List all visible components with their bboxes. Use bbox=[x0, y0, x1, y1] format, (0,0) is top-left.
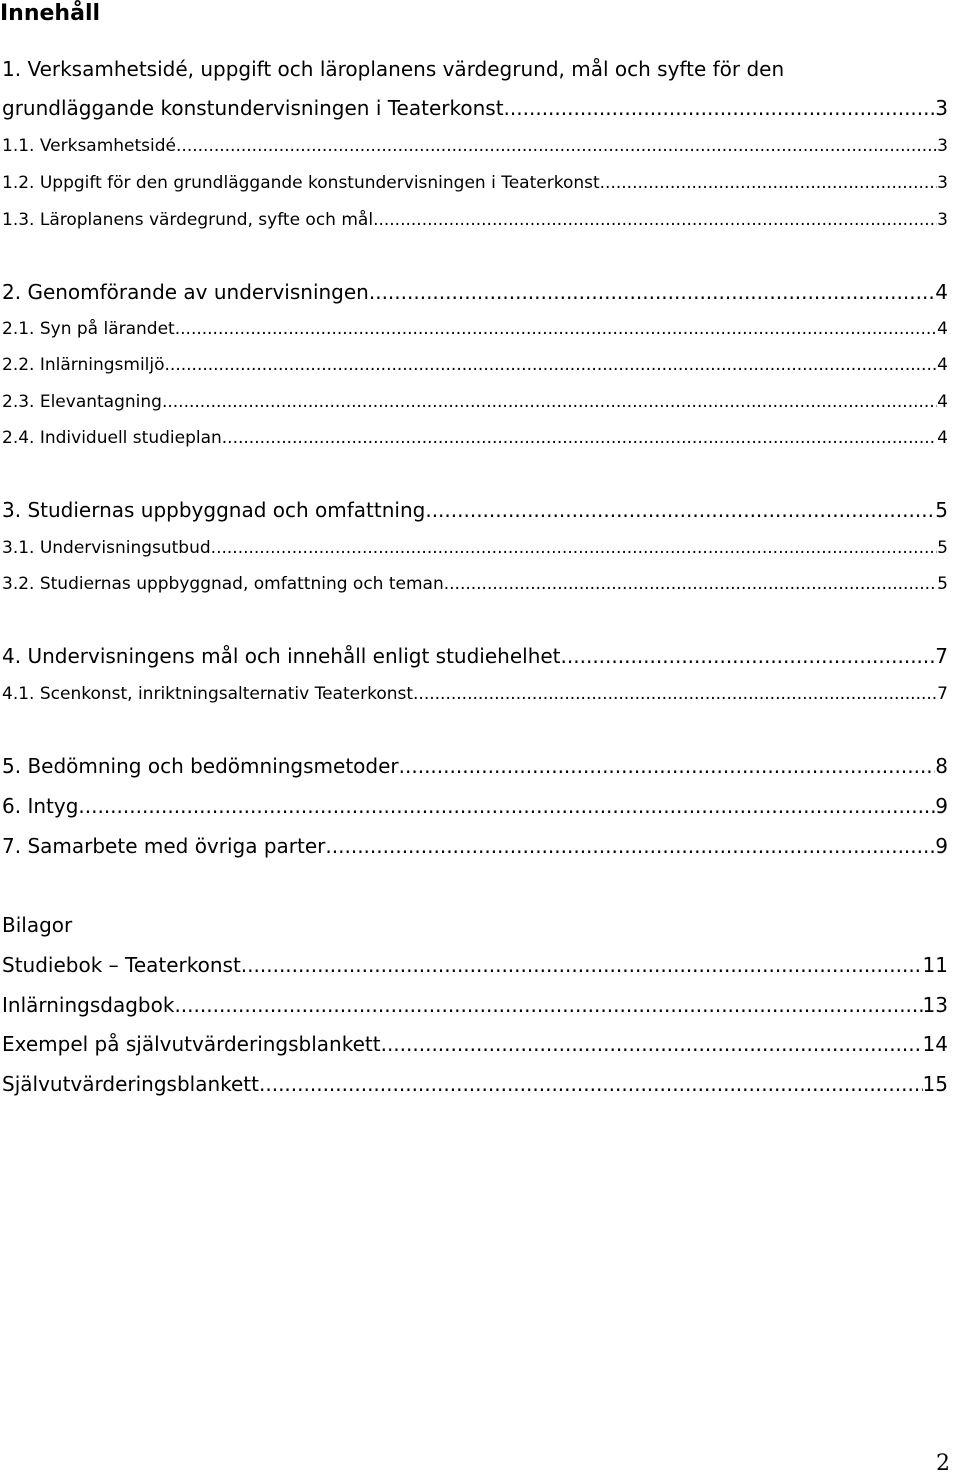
dot-leader bbox=[162, 391, 937, 413]
toc-label: 2.4. Individuell studieplan bbox=[2, 428, 222, 448]
toc-label: 2. Genomförande av undervisningen bbox=[2, 280, 369, 304]
toc-page: 9 bbox=[935, 794, 948, 818]
toc-page: 4 bbox=[935, 280, 948, 304]
dot-leader bbox=[222, 427, 937, 449]
toc-label: grundläggande konstundervisningen i Teaterkonst bbox=[2, 96, 504, 120]
dot-leader bbox=[175, 318, 937, 340]
toc-label: Inlärningsdagbok bbox=[2, 993, 175, 1017]
dot-leader bbox=[399, 753, 936, 779]
toc-entry-5[interactable] bbox=[2, 753, 948, 779]
toc-page: 3 bbox=[937, 210, 948, 230]
toc-label: Studiebok – Teaterkonst bbox=[2, 953, 241, 977]
dot-leader bbox=[325, 833, 935, 859]
toc-page: 3 bbox=[935, 96, 948, 120]
toc-page: 14 bbox=[922, 1032, 948, 1056]
toc-label: 1.3. Läroplanens värdegrund, syfte och mål bbox=[2, 210, 374, 230]
toc-label: 3.2. Studiernas uppbyggnad, omfattning och teman bbox=[2, 574, 444, 594]
toc-entry-1-1[interactable] bbox=[2, 135, 948, 157]
toc-page: 7 bbox=[935, 644, 948, 668]
toc-page: 11 bbox=[922, 953, 948, 977]
dot-leader bbox=[504, 95, 936, 121]
toc-entry-2-3[interactable] bbox=[2, 391, 948, 413]
toc-entry-1-label: 1. Verksamhetsidé, uppgift och läroplanens värdegrund, mål och syfte för den bbox=[2, 57, 785, 81]
toc-label: 2.2. Inlärningsmiljö bbox=[2, 355, 165, 375]
toc-page: 3 bbox=[937, 136, 948, 156]
toc-entry-3-2[interactable] bbox=[2, 573, 948, 595]
appendix-heading: Bilagor bbox=[2, 913, 73, 937]
dot-leader bbox=[561, 643, 936, 669]
toc-page: 5 bbox=[937, 538, 948, 558]
appendix-entry-exempel[interactable] bbox=[2, 1031, 948, 1057]
page-title: Innehåll bbox=[0, 1, 101, 26]
dot-leader bbox=[165, 354, 938, 376]
toc-page: 5 bbox=[937, 574, 948, 594]
toc-entry-2[interactable] bbox=[2, 279, 948, 305]
toc-entry-2-1[interactable] bbox=[2, 318, 948, 340]
toc-label: Exempel på självutvärderingsblankett bbox=[2, 1032, 381, 1056]
toc-entry-3[interactable] bbox=[2, 497, 948, 523]
toc-label: 4. Undervisningens mål och innehåll enligt studiehelhet bbox=[2, 644, 561, 668]
toc-label: 1.2. Uppgift för den grundläggande konstundervisningen i Teaterkonst bbox=[2, 173, 600, 193]
dot-leader bbox=[176, 135, 937, 157]
toc-page: 4 bbox=[937, 392, 948, 412]
toc-page: 15 bbox=[922, 1072, 948, 1096]
appendix-entry-studiebok[interactable] bbox=[2, 952, 948, 978]
toc-entry-6[interactable] bbox=[2, 793, 948, 819]
toc-entry-4[interactable] bbox=[2, 643, 948, 669]
dot-leader bbox=[78, 793, 935, 819]
toc-entry-7[interactable] bbox=[2, 833, 948, 859]
toc-entry-1-2[interactable] bbox=[2, 172, 948, 194]
page-number: 2 bbox=[936, 1451, 950, 1476]
toc-label: 7. Samarbete med övriga parter bbox=[2, 834, 326, 858]
toc-entry-1-3[interactable] bbox=[2, 209, 948, 231]
toc-label: 2.3. Elevantagning bbox=[2, 392, 162, 412]
dot-leader bbox=[381, 1031, 923, 1057]
toc-page: 7 bbox=[937, 684, 948, 704]
dot-leader bbox=[444, 573, 937, 595]
dot-leader bbox=[373, 209, 937, 231]
toc-label: 3.1. Undervisningsutbud bbox=[2, 538, 211, 558]
dot-leader bbox=[211, 537, 938, 559]
toc-page: 5 bbox=[935, 498, 948, 522]
toc-label: 4.1. Scenkonst, inriktningsalternativ Teaterkonst bbox=[2, 684, 414, 704]
toc-page: 4 bbox=[937, 319, 948, 339]
toc-entry-2-2[interactable] bbox=[2, 354, 948, 376]
toc-entry-3-1[interactable] bbox=[2, 537, 948, 559]
appendix-entry-blankett[interactable] bbox=[2, 1071, 948, 1097]
appendix-entry-inlarningsdagbok[interactable] bbox=[2, 992, 948, 1018]
toc-label: 3. Studiernas uppbyggnad och omfattning bbox=[2, 498, 426, 522]
toc-page: 8 bbox=[935, 754, 948, 778]
dot-leader bbox=[259, 1071, 923, 1097]
toc-entry-4-1[interactable] bbox=[2, 683, 948, 705]
dot-leader bbox=[174, 992, 922, 1018]
toc-label: 1.1. Verksamhetsidé bbox=[2, 136, 177, 156]
toc-page: 4 bbox=[937, 355, 948, 375]
toc-page: 9 bbox=[935, 834, 948, 858]
toc-page: 3 bbox=[937, 173, 948, 193]
dot-leader bbox=[425, 497, 935, 523]
toc-label: 5. Bedömning och bedömningsmetoder bbox=[2, 754, 399, 778]
toc-page: 4 bbox=[937, 428, 948, 448]
toc-label: 2.1. Syn på lärandet bbox=[2, 319, 175, 339]
dot-leader bbox=[369, 279, 935, 305]
toc-entry-2-4[interactable] bbox=[2, 427, 948, 449]
dot-leader bbox=[241, 952, 923, 978]
dot-leader bbox=[600, 172, 938, 194]
toc-label: Självutvärderingsblankett bbox=[2, 1072, 259, 1096]
toc-label: 6. Intyg bbox=[2, 794, 79, 818]
toc-entry-1[interactable] bbox=[2, 95, 948, 121]
toc-page: 13 bbox=[922, 993, 948, 1017]
dot-leader bbox=[413, 683, 937, 705]
